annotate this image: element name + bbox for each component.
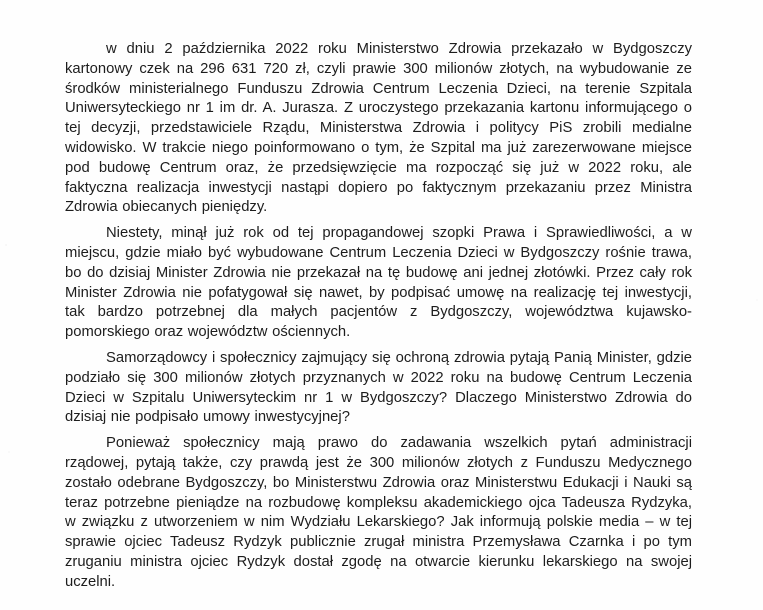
document-text-block xyxy=(65,40,692,593)
paragraph-question-where-money: Samorządowcy i społecznicy zajmujący się ochroną zdrowia pytają Panią Minister, gdzie podziało się 300 milionów złotych przyznanych w 2022 roku na budowę Centrum Leczenia Dzieci w Szpitalu Uniwersyteckim nr 1 w Bydgoszczy? Dlaczego Ministerstwo Zdrowia do dzisiaj nie podpisało umowy inwestycyjnej? xyxy=(65,349,692,426)
paragraph-check-handover: w dniu 2 października 2022 roku Ministerstwo Zdrowia przekazało w Bydgoszczy kartonowy czek na 296 631 720 zł, czyli prawie 300 milionów złotych, na wybudowanie ze środków ministerialnego Funduszu Zdrowia Centrum Leczenia Dzieci, na terenie Szpitala Uniwersyteckiego nr 1 im dr. A. Jurasza. Z uroczystego przekazania kartonu informującego o tej decyzji, przedstawiciele Rządu, Ministerstwa Zdrowia i politycy PiS zrobili medialne widowisko. W trakcie niego poinformowano o tym, że Szpital ma już zarezerwowane miejsce pod budowę Centrum oraz, że przedsięwzięcie ma rozpocząć się już w 2022 roku, ale faktyczna realizacja inwestycji nastąpi dopiero po faktycznym przekazaniu przez Ministra Zdrowia obiecanych pieniędzy. xyxy=(65,41,692,216)
paragraph-year-later-no-funds: Niestety, minął już rok od tej propagandowej szopki Prawa i Sprawiedliwości, a w miejscu, gdzie miało być wybudowane Centrum Leczenia Dzieci w Bydgoszczy rośnie trawa, bo do dzisiaj Minister Zdrowia nie przekazał na tę budowę ani jednej złotówki. Przez cały rok Minister Zdrowia nie pofatygował się nawet, by podpisać umowę na realizację tej inwestycji, tak bardzo potrzebnej dla małych pacjentów z Bydgoszczy, województwa kujawsko-pomorskiego oraz województw ościennych. xyxy=(65,225,692,341)
paragraph-question-medical-fund: Ponieważ społecznicy mają prawo do zadawania wszelkich pytań administracji rządowej, pytają także, czy prawdą jest że 300 milionów złotych z Funduszu Medycznego zostało odebrane Bydgoszczy, bo Ministerstwu Zdrowia oraz Ministerstwu Edukacji i Nauki są teraz potrzebne pieniądze na rozbudowę kompleksu akademickiego ojca Tadeusza Rydzyka, w związku z utworzeniem w nim Wydziału Lekarskiego? Jak informują polskie media – w tej sprawie ojciec Tadeusz Rydzyk publicznie zrugał ministra Przemysława Czarnka i po tym zruganiu ministra ojciec Rydzyk dostał zgodę na otwarcie kierunku lekarskiego na swojej uczelni. xyxy=(65,435,692,590)
